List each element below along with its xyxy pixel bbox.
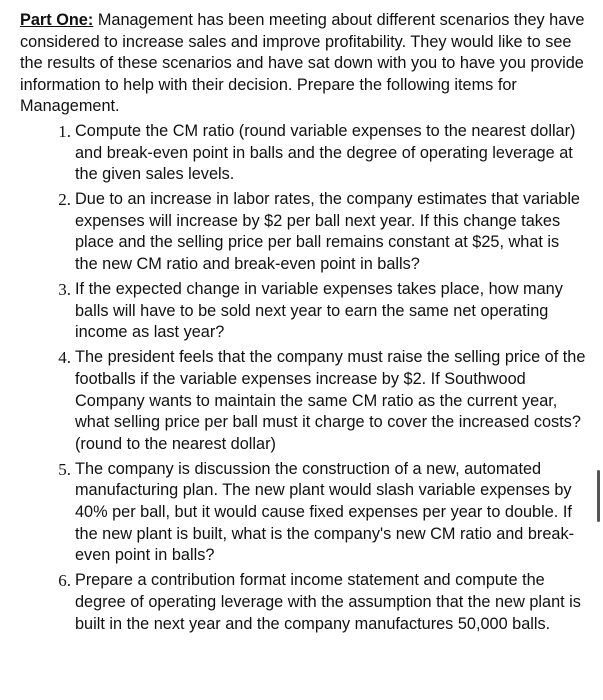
document-body [20,10,586,639]
list-item [20,189,586,275]
list-item-text: Prepare a contribution format income statement and compute the degree of operating leverage with the assumption that the new plant is built in the next year and the company manufactures 50,000 balls. [75,571,581,633]
list-item [20,279,586,344]
list-item-number: 2. [58,190,71,210]
list-item [20,570,586,635]
list-item-text: The president feels that the company must raise the selling price of the footballs if the variable expenses increase by $2. If Southwood Company wants to maintain the same CM ratio as the current year, what selling price per ball must it charge to cover the increased costs? (round to the nearest dollar) [75,348,586,453]
list-item-text: If the expected change in variable expenses takes place, how many balls will have to be sold next year to earn the same net operating income as last year? [75,280,563,342]
intro-paragraph [20,10,586,118]
list-item-number: 3. [58,280,71,300]
intro-text: Management has been meeting about different scenarios they have considered to increase sales and improve profitability. They would like to see the results of these scenarios and have sat down with you to have you provide information to help with their decision. Prepare the following items for Management. [20,11,585,116]
task-list [20,121,586,635]
list-item-number: 5. [58,459,71,479]
vertical-scrollbar[interactable] [597,470,600,522]
list-item-number: 4. [58,348,71,368]
list-item-text: The company is discussion the construction of a new, automated manufacturing plan. The new plant would slash variable expenses by 40% per ball, but it would cause fixed expenses per year to double. If the new plant is built, what is the company's new CM ratio and break-even point in balls? [75,459,575,565]
list-item [20,459,586,567]
list-item-number: 6. [58,571,71,591]
list-item [20,121,586,186]
section-heading: Part One: [20,11,94,29]
list-item-number: 1. [58,121,71,141]
list-item-text: Compute the CM ratio (round variable expenses to the nearest dollar) and break-even point in balls and the degree of operating leverage at the given sales levels. [75,121,576,184]
list-item [20,347,586,455]
list-item-text: Due to an increase in labor rates, the company estimates that variable expenses will increase by $2 per ball next year. If this change takes place and the selling price per ball remains constant at $25, what is the new CM ratio and break-even point in balls? [75,190,580,274]
